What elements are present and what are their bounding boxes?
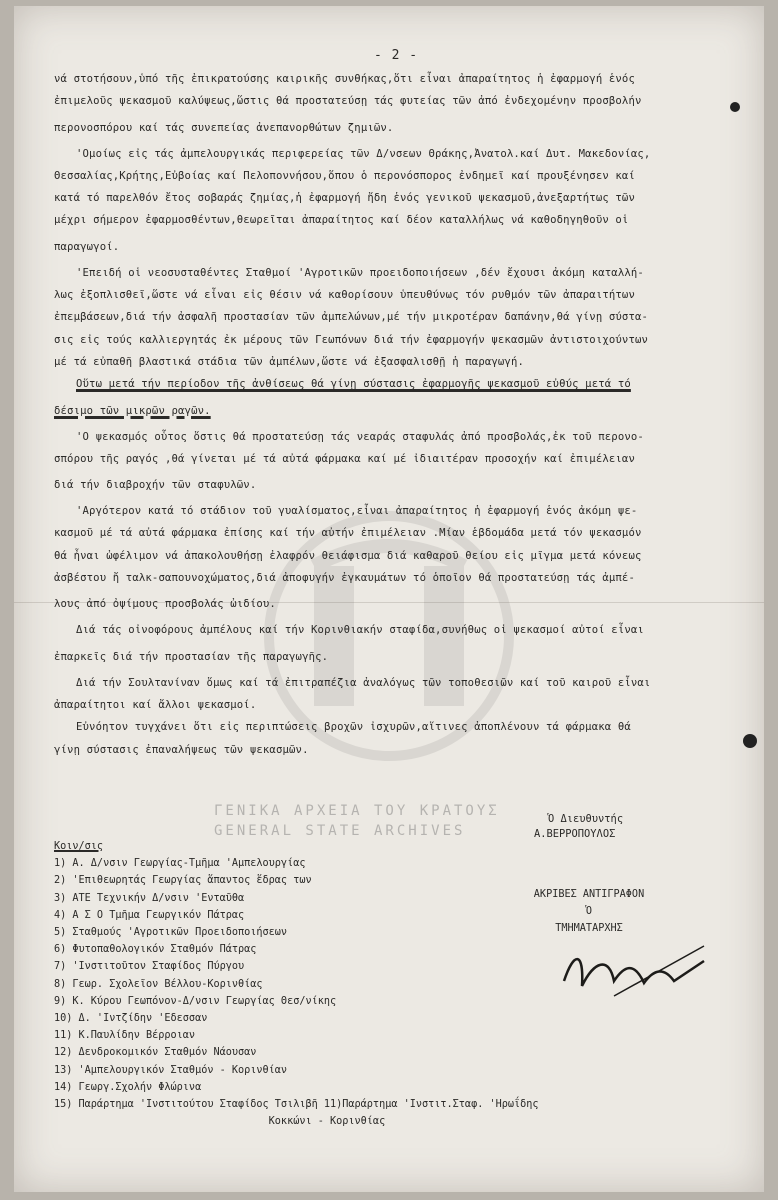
text-line: Θεσσαλίας,Κρήτης,Εὐβοίας καί Πελοποννήσου,ὅπου ὁ περονόσπορος ἐνδημεῖ καί προυξένησεν καί [54,169,635,182]
text-line: 'Ομοίως εἰς τάς ἀμπελουργικάς περιφερείας τῶν Δ/νσεων Θράκης,Ἀνατολ.καί Δυτ. Μακεδονίας, [76,147,651,160]
list-item: 12) Δενδροκομικόν Σταθμόν Νάουσαν [54,1047,257,1059]
stamp-office: ΤΜΗΜΑΤΑΡΧΗΣ [555,923,623,934]
text-line: γίνῃ σύστασις ἐπαναλήψεως τῶν ψεκασμῶν. [54,743,309,756]
list-item: 6) Φυτοπαθολογικόν Σταθμόν Πάτρας [54,944,257,956]
text-line: σπόρου τῆς ραγός ,θά γίνεται μέ τά αὐτά φάρμακα καί μέ ἰδιαιτέραν προσοχήν καί ἐπιμέλειαν [54,452,635,465]
list-item: 10) Δ. 'Ιντζίδην 'Εδεσσαν [54,1013,208,1025]
text-line: θά ἦναι ὠφέλιμον νά ἀπακολουθήσῃ ἐλαφρόν θειάφισμα διά καθαροῦ θείου εἰς μῖγμα μετά κόνεως [54,549,642,562]
text-line-underlined: Οὕτω μετά τήν περίοδον τῆς ἀνθίσεως θά γίνῃ σύστασις ἐφαρμογῆς ψεκασμοῦ εὐθύς μετά τό [76,378,631,391]
text-line: Εὐνόητον τυγχάνει ὅτι εἰς περιπτώσεις βροχῶν ἰσχυρῶν,αἵτινες ἀποπλένουν τά φάρμακα θά [76,721,631,734]
text-line: 'Επειδή οἱ νεοσυσταθέντες Σταθμοί 'Αγροτικῶν προειδοποιήσεων ,δέν ἔχουσι ἀκόμη καταλλή- [76,266,644,279]
list-item: 2) 'Επιθεωρητάς Γεωργίας ἅπαντος ἕδρας των [54,875,312,887]
text-line: παραγωγοί. [54,240,120,253]
text-line: 'Ο ψεκασμός οὗτος ὅστις θά προστατεύσῃ τάς νεαράς σταφυλάς ἀπό προσβολάς,ἐκ τοῦ περονο- [76,430,644,443]
text-line: μέ τά εὐπαθῆ βλαστικά στάδια τῶν ἀμπέλων,ὥστε νά ἐξασφαλισθῇ ἡ παραγωγή. [54,355,525,368]
text-line: Διά τάς οἰνοφόρους ἀμπέλους καί τήν Κορινθιακήν σταφίδα,συνήθως οἱ ψεκασμοί αὐτοί εἶναι [76,624,644,637]
list-item: 8) Γεωρ. Σχολεῖον Βέλλου-Κορινθίας [54,978,263,990]
text-line: ἐπιμελοῦς ψεκασμοῦ καλύψεως,ὥστις θά προστατεύσῃ τάς φυτείας τῶν ἀπό ἐνδεχομένην προσβολήν [54,95,642,108]
stamp-title: ΑΚΡΙΒΕΣ ΑΝΤΙΓΡΑΦΟΝ [533,889,645,900]
text-line: Διά τήν Σουλτανίναν ὅμως καί τά ἐπιτραπέζια ἀναλόγως τῶν τοποθεσιῶν καί τοῦ καιροῦ εἶναι [76,676,651,689]
list-item: 11) Κ.Παυλίδην Βέρροιαν [54,1030,196,1042]
letter-body [54,68,744,761]
text-line: κατά τό παρελθόν ἔτος σοβαράς ζημίας,ἡ ἐφαρμογή ἤδη ἑνός γενικοῦ ψεκασμοῦ,ἀνεξαρτήτως τῶν [54,192,635,205]
stamp-sub: Ὁ [585,906,593,917]
text-line: λως ἐξοπλισθεῖ,ὥστε νά εἶναι εἰς θέσιν νά καθορίσουν ὑπευθύνως τόν ρυθμόν τῶν ἀπαραιτήτων [54,289,635,302]
list-item: 7) 'Ινστιτοῦτον Σταφίδος Πύργου [54,961,245,973]
list-item: 14) Γεωργ.Σχολήν Φλώρινα [54,1081,202,1093]
list-item: 5) Σταθμούς 'Αγροτικῶν Προειδοποιήσεων [54,927,288,939]
distribution-title: Κοιν/σις [54,841,104,852]
text-line: διά τήν διαβροχήν τῶν σταφυλῶν. [54,479,257,492]
text-line: κασμοῦ μέ τά αὐτά φάρμακα ἐπίσης καί τήν αὐτήν ἐπιμέλειαν .Μίαν ἑβδομάδα μετά τόν ψεκασμόν [54,527,642,540]
text-line: ἀπαραίτητοι καί ἄλλοι ψεκασμοί. [54,698,257,711]
ink-blot [730,102,740,112]
page-number: - 2 - [374,48,419,63]
list-item: 1) Α. Δ/νσιν Γεωργίας-Τμῆμα 'Αμπελουργίας [54,858,306,870]
handwritten-signature [554,941,714,1001]
signer-role: Ὁ Διευθυντής [548,813,624,825]
text-line-underlined: δέσιμο τῶν μικρῶν ραγῶν. [54,404,211,417]
signer-name: Α.ΒΕΡΡΟΠΟΥΛΟΣ [534,828,616,840]
text-line: λους ἀπό ὀψίμους προσβολάς ὠιδίου. [54,598,276,611]
text-line: ἐπεμβάσεων,διά τήν ἀσφαλῆ προστασίαν τῶν ἀμπελώνων,μέ τήν μικροτέραν δαπάνην,θά γίνῃ σύστα- [54,311,649,324]
archive-watermark-text: ΓΕΝΙΚΑ ΑΡΧΕΙΑ ΤΟΥ ΚΡΑΤΟΥΣ GENERAL STATE ARCHIVES [214,803,500,839]
list-item: 13) 'Αμπελουργικόν Σταθμόν - Κορινθίαν [54,1064,288,1076]
list-item: 9) Κ. Κύρου Γεωπόνον-Δ/νσιν Γεωργίας Θεσ/νίκης [54,995,337,1007]
text-line: 'Αργότερον κατά τό στάδιον τοῦ γυαλίσματος,εἶναι ἀπαραίτητος ἡ ἐφαρμογή ἑνός ἀκόμη ψε- [76,505,638,518]
text-line: ἀσβέστου ἤ ταλκ-σαπουνοχώματος,διά ἀποφυγήν ἐγκαυμάτων τό ὁποῖον θά προστατεύσῃ τάς ἀμπέ- [54,572,635,585]
text-line: ἐπαρκεῖς διά τήν προστασίαν τῆς παραγωγῆς. [54,650,329,663]
list-item: 4) Α Σ Ο Τμῆμα Γεωργικόν Πάτρας [54,909,245,921]
text-line: νά στοτήσουν,ὑπό τῆς ἐπικρατούσης καιρικῆς συνθήκας,ὅτι εἶναι ἀπαραίτητος ἡ ἐφαρμογή ἑνός [54,73,635,85]
ink-blot [743,734,757,748]
text-line: μέχρι σήμερον ἐφαρμοσθέντων,θεωρεῖται ἀπαραίτητος καί δέον καταλλήλως νά καθοδηγηθοῦν οἱ [54,214,629,227]
text-line: περονοσπόρου καί τάς συνεπείας ἀνεπανορθώτων ζημιῶν. [54,121,394,134]
list-item: Κοκκώνι - Κορινθίας [54,1116,386,1128]
list-item: 3) ΑΤΕ Τεχνικήν Δ/νσιν 'Ενταῦθα [54,892,245,904]
text-line: σις εἰς τούς καλλιεργητάς ἐκ μέρους τῶν Γεωπόνων διά τήν ἐφαρμογήν ψεκασμῶν ἀντιστοιχούντων [54,333,649,346]
document-page [14,6,764,1192]
true-copy-stamp [504,886,674,937]
list-item: 15) Παράρτημα 'Ινστιτούτου Σταφίδος Τσιλιβῆ 11)Παράρτημα 'Ινστιτ.Σταφ. 'Ηρωΐδης [54,1099,539,1111]
